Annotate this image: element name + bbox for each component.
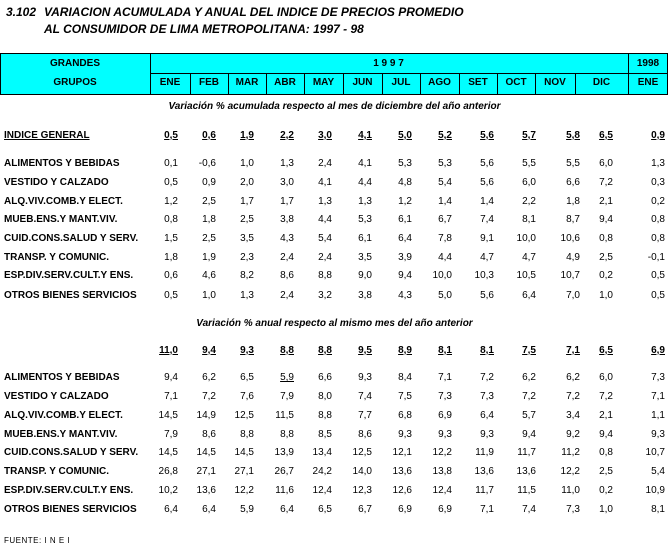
value-cell: 8,1 <box>651 504 665 515</box>
value-cell: 7,9 <box>164 429 178 440</box>
value-cell: 1,7 <box>240 196 254 207</box>
total-value-cell: 5,7 <box>522 130 536 141</box>
value-cell: 8,0 <box>318 391 332 402</box>
total-value-cell: 0,6 <box>202 130 216 141</box>
header-month-separator <box>420 73 421 94</box>
value-cell: 4,8 <box>398 177 412 188</box>
value-cell: 8,1 <box>522 214 536 225</box>
value-cell: 11,5 <box>517 485 536 496</box>
value-cell: 2,5 <box>240 214 254 225</box>
value-cell: 2,5 <box>599 466 613 477</box>
value-cell: 10,9 <box>645 485 665 496</box>
value-cell: 11,9 <box>475 447 494 458</box>
value-cell: 0,3 <box>651 177 665 188</box>
total-value-cell: 2,2 <box>280 130 294 141</box>
value-cell: 6,9 <box>398 504 412 515</box>
value-cell: -0,1 <box>647 252 665 263</box>
total-value-cell: 4,1 <box>358 130 372 141</box>
row-label: ALQ.VIV.COMB.Y ELECT. <box>4 410 123 421</box>
value-cell: 3,5 <box>240 233 254 244</box>
value-cell: 14,5 <box>158 447 178 458</box>
value-cell: 8,8 <box>318 410 332 421</box>
value-cell: 5,5 <box>522 158 536 169</box>
value-cell: 2,4 <box>280 290 294 301</box>
total-value-cell: 6,9 <box>651 345 665 356</box>
value-cell: 0,8 <box>651 214 665 225</box>
value-cell: 3,2 <box>318 290 332 301</box>
value-cell: 7,2 <box>202 391 216 402</box>
value-cell: 5,5 <box>566 158 580 169</box>
row-label: ALIMENTOS Y BEBIDAS <box>4 372 120 383</box>
header-grandes: GRANDES <box>49 58 100 69</box>
value-cell: 6,0 <box>522 177 536 188</box>
value-cell: 12,4 <box>312 485 332 496</box>
header-month-separator <box>343 73 344 94</box>
value-cell: 5,6 <box>480 177 494 188</box>
value-cell: 1,1 <box>651 410 665 421</box>
value-cell: 6,5 <box>318 504 332 515</box>
value-cell: 8,8 <box>240 429 254 440</box>
value-cell: 1,3 <box>240 290 254 301</box>
value-cell: 6,7 <box>358 504 372 515</box>
value-cell: 8,5 <box>318 429 332 440</box>
value-cell: 6,4 <box>202 504 216 515</box>
total-value-cell: 6,5 <box>599 345 613 356</box>
title-text: VARIACION ACUMULADA Y ANUAL DEL INDICE DE PRECIOS PROMEDIO <box>44 5 464 19</box>
value-cell: 5,6 <box>480 158 494 169</box>
table-number: 3.102 <box>6 5 37 19</box>
header-border-right <box>667 54 668 94</box>
value-cell: 9,3 <box>480 429 494 440</box>
header-month-2: FEB <box>199 77 219 88</box>
value-cell: 12,1 <box>392 447 412 458</box>
total-value-cell: 0,5 <box>164 130 178 141</box>
value-cell: 12,2 <box>560 466 580 477</box>
header-month-7: JUL <box>391 77 411 88</box>
value-cell: 5,9 <box>280 372 294 383</box>
value-cell: 1,3 <box>651 158 665 169</box>
value-cell: 5,3 <box>358 214 372 225</box>
row-label: ALQ.VIV.COMB.Y ELECT. <box>4 196 123 207</box>
value-cell: 5,3 <box>438 158 452 169</box>
value-cell: 4,7 <box>480 252 494 263</box>
value-cell: 6,4 <box>398 233 412 244</box>
value-cell: 14,5 <box>234 447 254 458</box>
header-month-separator <box>497 73 498 94</box>
value-cell: 8,4 <box>398 372 412 383</box>
value-cell: 7,2 <box>566 391 580 402</box>
value-cell: 8,6 <box>280 270 294 281</box>
value-cell: 12,6 <box>392 485 412 496</box>
value-cell: 8,2 <box>240 270 254 281</box>
value-cell: 7,5 <box>398 391 412 402</box>
header-month-3: MAR <box>235 77 259 88</box>
value-cell: 5,9 <box>240 504 254 515</box>
table-title-line1 <box>6 5 464 19</box>
value-cell: 13,8 <box>432 466 452 477</box>
header-border-year <box>628 54 629 94</box>
value-cell: 2,4 <box>280 252 294 263</box>
header-border-groups <box>150 54 151 94</box>
row-label: ESP.DIV.SERV.CULT.Y ENS. <box>4 485 134 496</box>
header-month-6: JUN <box>352 77 373 88</box>
row-label: INDICE GENERAL <box>4 130 90 141</box>
value-cell: 6,9 <box>438 410 452 421</box>
value-cell: 14,5 <box>196 447 216 458</box>
value-cell: 1,8 <box>164 252 178 263</box>
value-cell: 5,3 <box>398 158 412 169</box>
section-title-2: Variación % anual respecto al mismo mes del año anterior <box>196 318 473 329</box>
value-cell: 0,6 <box>164 270 178 281</box>
header-month-8: AGO <box>428 77 451 88</box>
value-cell: 4,7 <box>522 252 536 263</box>
value-cell: 4,3 <box>280 233 294 244</box>
value-cell: 3,8 <box>280 214 294 225</box>
value-cell: 4,9 <box>566 252 580 263</box>
value-cell: 12,5 <box>352 447 372 458</box>
header-month-11: NOV <box>544 77 566 88</box>
value-cell: 3,8 <box>358 290 372 301</box>
value-cell: 1,2 <box>398 196 412 207</box>
value-cell: 2,5 <box>599 252 613 263</box>
value-cell: 7,2 <box>522 391 536 402</box>
value-cell: 6,4 <box>480 410 494 421</box>
value-cell: 10,6 <box>560 233 580 244</box>
value-cell: 6,1 <box>358 233 372 244</box>
value-cell: 6,7 <box>438 214 452 225</box>
value-cell: 6,4 <box>280 504 294 515</box>
value-cell: 5,4 <box>318 233 332 244</box>
value-cell: 6,2 <box>566 372 580 383</box>
value-cell: 5,4 <box>651 466 665 477</box>
total-value-cell: 8,1 <box>438 345 452 356</box>
value-cell: 12,2 <box>432 447 452 458</box>
total-value-cell: 3,0 <box>318 130 332 141</box>
value-cell: 11,2 <box>561 447 580 458</box>
value-cell: 0,9 <box>202 177 216 188</box>
value-cell: 24,2 <box>312 466 332 477</box>
value-cell: 8,6 <box>202 429 216 440</box>
value-cell: 9,4 <box>164 372 178 383</box>
value-cell: 9,2 <box>566 429 580 440</box>
header-year-1998: 1998 <box>636 58 660 69</box>
total-value-cell: 0,9 <box>651 130 665 141</box>
value-cell: 13,9 <box>274 447 294 458</box>
value-cell: 0,5 <box>164 177 178 188</box>
value-cell: 1,3 <box>318 196 332 207</box>
value-cell: 0,5 <box>651 270 665 281</box>
header-month-5: MAY <box>312 77 335 88</box>
header-month-13: ENE <box>637 77 659 88</box>
value-cell: 6,6 <box>566 177 580 188</box>
value-cell: 7,3 <box>438 391 452 402</box>
table-header <box>0 53 668 95</box>
value-cell: 4,4 <box>318 214 332 225</box>
value-cell: 8,8 <box>280 429 294 440</box>
header-month-separator <box>382 73 383 94</box>
value-cell: 9,4 <box>398 270 412 281</box>
row-label: OTROS BIENES SERVICIOS <box>4 504 137 515</box>
value-cell: 26,8 <box>158 466 178 477</box>
header-month-10: OCT <box>505 77 527 88</box>
value-cell: 7,4 <box>522 504 536 515</box>
value-cell: 6,2 <box>522 372 536 383</box>
row-label: VESTIDO Y CALZADO <box>4 177 109 188</box>
value-cell: 6,4 <box>164 504 178 515</box>
value-cell: 2,5 <box>202 233 216 244</box>
value-cell: 5,0 <box>438 290 452 301</box>
value-cell: 4,4 <box>438 252 452 263</box>
value-cell: 2,1 <box>599 410 613 421</box>
header-month-separator <box>459 73 460 94</box>
value-cell: 1,0 <box>202 290 216 301</box>
value-cell: 2,4 <box>318 158 332 169</box>
value-cell: 10,0 <box>432 270 452 281</box>
value-cell: 4,1 <box>318 177 332 188</box>
value-cell: -0,6 <box>198 158 216 169</box>
value-cell: 6,9 <box>438 504 452 515</box>
value-cell: 7,6 <box>240 391 254 402</box>
header-month-separator <box>535 73 536 94</box>
value-cell: 11,5 <box>275 410 294 421</box>
value-cell: 6,0 <box>599 372 613 383</box>
row-label: ALIMENTOS Y BEBIDAS <box>4 158 120 169</box>
value-cell: 9,3 <box>398 429 412 440</box>
value-cell: 0,2 <box>599 485 613 496</box>
value-cell: 11,6 <box>275 485 294 496</box>
value-cell: 10,5 <box>516 270 536 281</box>
value-cell: 2,1 <box>599 196 613 207</box>
source-note: FUENTE: I N E I <box>4 536 71 545</box>
value-cell: 1,7 <box>280 196 294 207</box>
section-title-1: Variación % acumulada respecto al mes de diciembre del año anterior <box>168 101 501 112</box>
value-cell: 7,7 <box>358 410 372 421</box>
value-cell: 6,4 <box>522 290 536 301</box>
row-label: TRANSP. Y COMUNIC. <box>4 466 110 477</box>
value-cell: 0,8 <box>599 233 613 244</box>
value-cell: 1,0 <box>599 290 613 301</box>
value-cell: 12,5 <box>234 410 254 421</box>
total-value-cell: 8,9 <box>398 345 412 356</box>
value-cell: 1,3 <box>280 158 294 169</box>
value-cell: 13,6 <box>474 466 494 477</box>
total-value-cell: 9,3 <box>240 345 254 356</box>
value-cell: 0,2 <box>651 196 665 207</box>
value-cell: 7,2 <box>599 177 613 188</box>
value-cell: 14,0 <box>352 466 372 477</box>
value-cell: 0,8 <box>164 214 178 225</box>
value-cell: 13,6 <box>516 466 536 477</box>
value-cell: 12,4 <box>432 485 452 496</box>
value-cell: 7,0 <box>566 290 580 301</box>
value-cell: 9,3 <box>651 429 665 440</box>
header-month-separator <box>575 73 576 94</box>
value-cell: 26,7 <box>274 466 294 477</box>
value-cell: 7,3 <box>480 391 494 402</box>
value-cell: 2,2 <box>522 196 536 207</box>
row-label: MUEB.ENS.Y MANT.VIV. <box>4 214 118 225</box>
value-cell: 9,4 <box>599 214 613 225</box>
value-cell: 9,3 <box>438 429 452 440</box>
value-cell: 10,7 <box>560 270 580 281</box>
value-cell: 3,4 <box>566 410 580 421</box>
header-year-1997: 1 9 9 7 <box>373 58 404 69</box>
value-cell: 8,8 <box>318 270 332 281</box>
value-cell: 2,4 <box>318 252 332 263</box>
value-cell: 4,6 <box>202 270 216 281</box>
value-cell: 0,5 <box>164 290 178 301</box>
value-cell: 7,3 <box>651 372 665 383</box>
value-cell: 7,1 <box>164 391 178 402</box>
total-value-cell: 5,8 <box>566 130 580 141</box>
value-cell: 11,7 <box>517 447 536 458</box>
header-grupos: GRUPOS <box>53 77 97 88</box>
value-cell: 27,1 <box>234 466 254 477</box>
value-cell: 3,5 <box>358 252 372 263</box>
value-cell: 9,4 <box>599 429 613 440</box>
value-cell: 5,6 <box>480 290 494 301</box>
total-value-cell: 8,8 <box>318 345 332 356</box>
value-cell: 0,1 <box>164 158 178 169</box>
header-border-left <box>0 54 1 94</box>
value-cell: 1,2 <box>164 196 178 207</box>
value-cell: 7,1 <box>438 372 452 383</box>
total-value-cell: 9,5 <box>358 345 372 356</box>
value-cell: 27,1 <box>196 466 216 477</box>
header-month-1: ENE <box>159 77 181 88</box>
value-cell: 1,4 <box>480 196 494 207</box>
value-cell: 1,0 <box>599 504 613 515</box>
header-month-separator <box>228 73 229 94</box>
value-cell: 10,7 <box>645 447 665 458</box>
value-cell: 14,5 <box>158 410 178 421</box>
table-title-line2: AL CONSUMIDOR DE LIMA METROPOLITANA: 1997 - 98 <box>44 22 364 36</box>
total-value-cell: 6,5 <box>599 130 613 141</box>
value-cell: 7,3 <box>566 504 580 515</box>
value-cell: 6,2 <box>202 372 216 383</box>
row-label: MUEB.ENS.Y MANT.VIV. <box>4 429 118 440</box>
total-value-cell: 9,4 <box>202 345 216 356</box>
value-cell: 11,0 <box>561 485 580 496</box>
row-label: CUID.CONS.SALUD Y SERV. <box>4 447 139 458</box>
value-cell: 6,5 <box>240 372 254 383</box>
value-cell: 1,8 <box>566 196 580 207</box>
value-cell: 9,0 <box>358 270 372 281</box>
row-label: CUID.CONS.SALUD Y SERV. <box>4 233 139 244</box>
value-cell: 12,3 <box>352 485 372 496</box>
value-cell: 1,4 <box>438 196 452 207</box>
total-value-cell: 8,8 <box>280 345 294 356</box>
value-cell: 6,1 <box>398 214 412 225</box>
value-cell: 0,2 <box>599 270 613 281</box>
value-cell: 5,4 <box>438 177 452 188</box>
value-cell: 10,0 <box>516 233 536 244</box>
value-cell: 8,6 <box>358 429 372 440</box>
value-cell: 13,6 <box>392 466 412 477</box>
row-label: VESTIDO Y CALZADO <box>4 391 109 402</box>
value-cell: 8,7 <box>566 214 580 225</box>
header-month-separator <box>190 73 191 94</box>
total-value-cell: 7,5 <box>522 345 536 356</box>
value-cell: 6,0 <box>599 158 613 169</box>
value-cell: 10,3 <box>474 270 494 281</box>
value-cell: 7,8 <box>438 233 452 244</box>
row-label: TRANSP. Y COMUNIC. <box>4 252 110 263</box>
value-cell: 7,2 <box>480 372 494 383</box>
header-month-separator <box>266 73 267 94</box>
value-cell: 2,3 <box>240 252 254 263</box>
value-cell: 10,2 <box>158 485 178 496</box>
value-cell: 2,0 <box>240 177 254 188</box>
total-value-cell: 5,2 <box>438 130 452 141</box>
value-cell: 5,7 <box>522 410 536 421</box>
row-label: ESP.DIV.SERV.CULT.Y ENS. <box>4 270 134 281</box>
total-value-cell: 5,6 <box>480 130 494 141</box>
value-cell: 1,8 <box>202 214 216 225</box>
value-cell: 4,4 <box>358 177 372 188</box>
total-value-cell: 1,9 <box>240 130 254 141</box>
total-value-cell: 8,1 <box>480 345 494 356</box>
header-month-12: DIC <box>592 77 611 88</box>
value-cell: 4,3 <box>398 290 412 301</box>
value-cell: 0,5 <box>651 290 665 301</box>
value-cell: 11,7 <box>475 485 494 496</box>
value-cell: 6,8 <box>398 410 412 421</box>
value-cell: 6,6 <box>318 372 332 383</box>
value-cell: 7,1 <box>480 504 494 515</box>
value-cell: 9,4 <box>522 429 536 440</box>
value-cell: 0,8 <box>599 447 613 458</box>
value-cell: 7,2 <box>599 391 613 402</box>
value-cell: 1,0 <box>240 158 254 169</box>
value-cell: 3,0 <box>280 177 294 188</box>
value-cell: 0,8 <box>651 233 665 244</box>
value-cell: 3,9 <box>398 252 412 263</box>
value-cell: 1,5 <box>164 233 178 244</box>
value-cell: 2,5 <box>202 196 216 207</box>
total-value-cell: 5,0 <box>398 130 412 141</box>
value-cell: 7,9 <box>280 391 294 402</box>
value-cell: 1,9 <box>202 252 216 263</box>
value-cell: 7,4 <box>358 391 372 402</box>
row-label: OTROS BIENES SERVICIOS <box>4 290 137 301</box>
header-month-separator <box>304 73 305 94</box>
value-cell: 7,4 <box>480 214 494 225</box>
total-value-cell: 11,0 <box>159 345 178 356</box>
total-value-cell: 7,1 <box>566 345 580 356</box>
value-cell: 9,3 <box>358 372 372 383</box>
value-cell: 9,1 <box>480 233 494 244</box>
value-cell: 12,2 <box>234 485 254 496</box>
value-cell: 4,1 <box>358 158 372 169</box>
value-cell: 13,4 <box>312 447 332 458</box>
header-month-9: SET <box>468 77 488 88</box>
header-month-4: ABR <box>274 77 296 88</box>
value-cell: 7,1 <box>651 391 665 402</box>
value-cell: 1,3 <box>358 196 372 207</box>
value-cell: 13,6 <box>196 485 216 496</box>
value-cell: 14,9 <box>196 410 216 421</box>
